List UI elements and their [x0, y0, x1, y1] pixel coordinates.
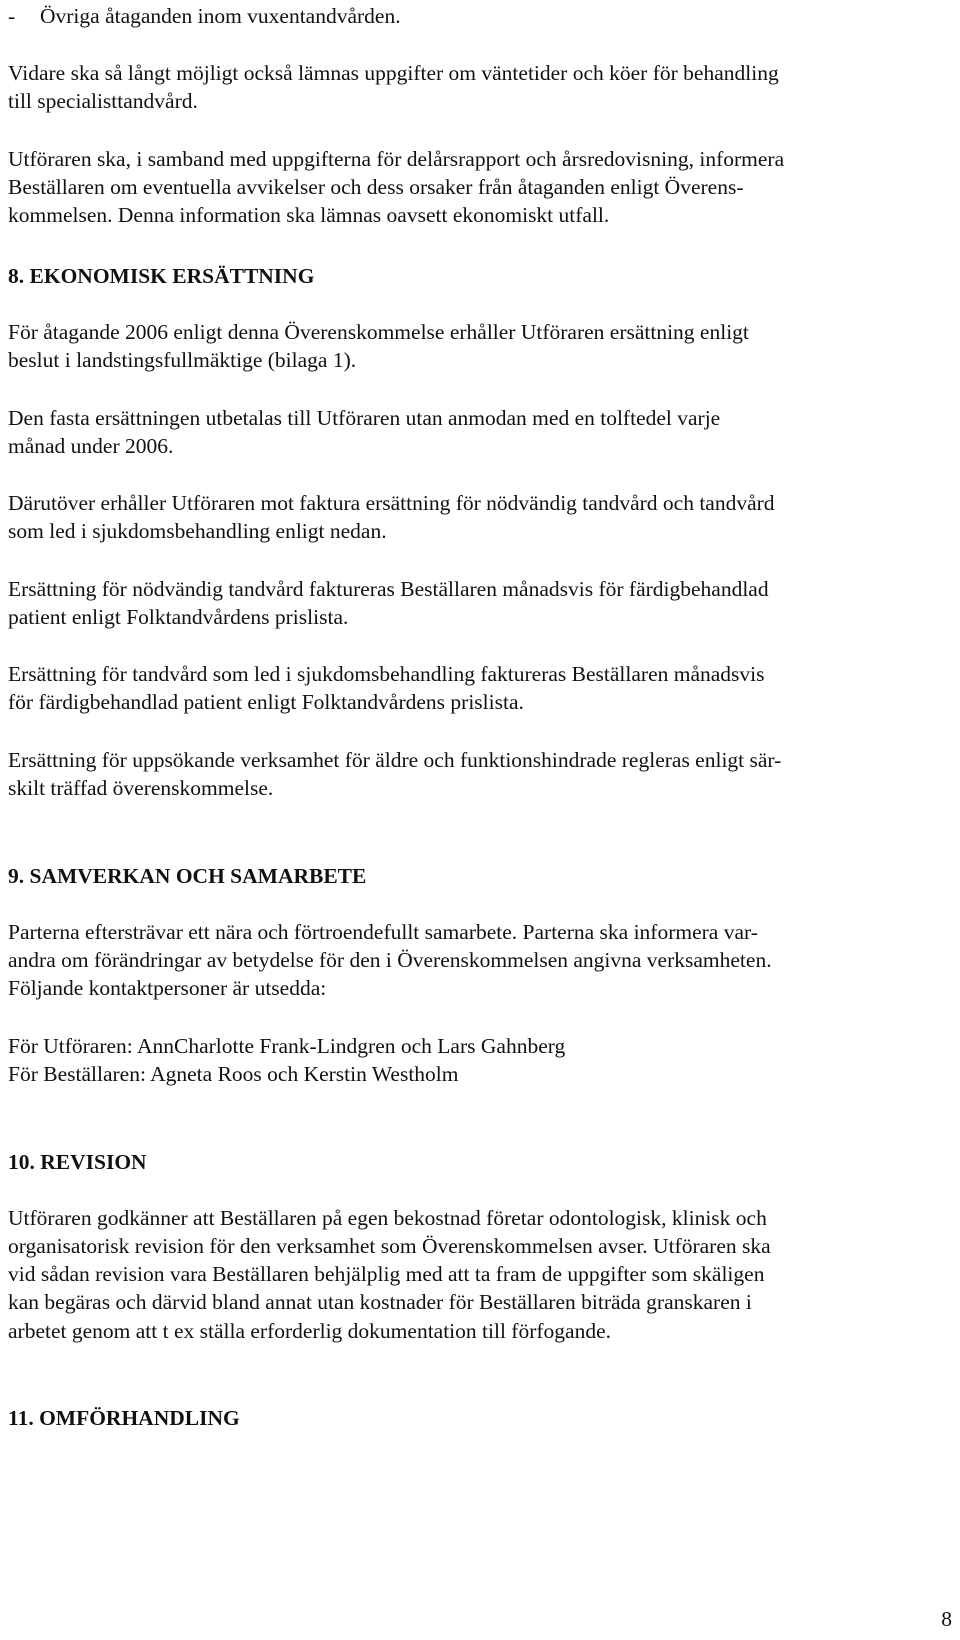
- paragraph-line: Utföraren godkänner att Beställaren på egen bekostnad företar odontologisk, klinisk och: [8, 1206, 767, 1230]
- bullet-text: Övriga åtaganden inom vuxentandvården.: [40, 4, 401, 28]
- bullet-marker: -: [8, 4, 16, 28]
- paragraph-line: till specialisttandvård.: [8, 89, 198, 113]
- paragraph-line: kommelsen. Denna information ska lämnas oavsett ekonomiskt utfall.: [8, 203, 610, 227]
- paragraph-line: organisatorisk revision för den verksamhet som Överenskommelsen avser. Utföraren ska: [8, 1234, 771, 1258]
- section-heading: 8. EKONOMISK ERSÄTTNING: [8, 264, 315, 288]
- paragraph-line: arbetet genom att t ex ställa erforderlig dokumentation till förfogande.: [8, 1319, 611, 1343]
- paragraph-line: Den fasta ersättningen utbetalas till Utföraren utan anmodan med en tolftedel varje: [8, 406, 721, 430]
- paragraph-line: för färdigbehandlad patient enligt Folktandvårdens prislista.: [8, 690, 524, 714]
- paragraph-line: Beställaren om eventuella avvikelser och dess orsaker från åtaganden enligt Överens-: [8, 175, 744, 199]
- paragraph-line: som led i sjukdomsbehandling enligt nedan.: [8, 519, 387, 543]
- paragraph-line: Ersättning för uppsökande verksamhet för äldre och funktionshindrade regleras enligt sär-: [8, 748, 782, 772]
- paragraph-line: andra om förändringar av betydelse för den i Överenskommelsen angivna verksamheten.: [8, 948, 772, 972]
- contact-line: För Beställaren: Agneta Roos och Kerstin Westholm: [8, 1062, 459, 1086]
- paragraph-line: Därutöver erhåller Utföraren mot faktura ersättning för nödvändig tandvård och tandvård: [8, 491, 775, 515]
- paragraph-line: Följande kontaktpersoner är utsedda:: [8, 976, 327, 1000]
- paragraph-line: För åtagande 2006 enligt denna Överenskommelse erhåller Utföraren ersättning enligt: [8, 320, 749, 344]
- paragraph-line: Ersättning för tandvård som led i sjukdomsbehandling faktureras Beställaren månadsvis: [8, 662, 765, 686]
- section-heading: 10. REVISION: [8, 1150, 147, 1174]
- paragraph-line: patient enligt Folktandvårdens prislista.: [8, 605, 349, 629]
- paragraph-line: Ersättning för nödvändig tandvård faktureras Beställaren månadsvis för färdigbehandlad: [8, 577, 769, 601]
- section-heading: 9. SAMVERKAN OCH SAMARBETE: [8, 864, 367, 888]
- paragraph-line: Vidare ska så långt möjligt också lämnas uppgifter om väntetider och köer för behandling: [8, 61, 779, 85]
- paragraph-line: Parterna eftersträvar ett nära och förtroendefullt samarbete. Parterna ska informera var-: [8, 920, 758, 944]
- paragraph-line: Utföraren ska, i samband med uppgifterna för delårsrapport och årsredovisning, informera: [8, 147, 785, 171]
- paragraph-line: skilt träffad överenskommelse.: [8, 776, 274, 800]
- page-number: 8: [941, 1607, 952, 1631]
- paragraph-line: beslut i landstingsfullmäktige (bilaga 1).: [8, 348, 357, 372]
- contact-line: För Utföraren: AnnCharlotte Frank-Lindgren och Lars Gahnberg: [8, 1034, 566, 1058]
- paragraph-line: månad under 2006.: [8, 434, 174, 458]
- section-heading: 11. OMFÖRHANDLING: [8, 1406, 240, 1430]
- paragraph-line: vid sådan revision vara Beställaren behjälplig med att ta fram de uppgifter som skäligen: [8, 1262, 765, 1286]
- paragraph-line: kan begäras och därvid bland annat utan kostnader för Beställaren biträda granskaren i: [8, 1290, 752, 1314]
